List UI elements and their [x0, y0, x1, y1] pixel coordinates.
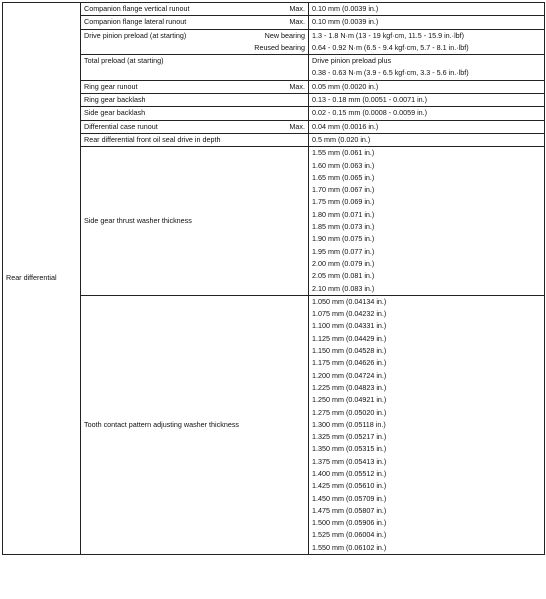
value-text: 0.13 - 0.18 mm (0.0051 - 0.0071 in.) [312, 95, 428, 105]
specification-table [2, 2, 545, 555]
value-list-item: 1.95 mm (0.077 in.) [312, 246, 375, 256]
item-label: Companion flange lateral runout [84, 17, 187, 27]
item-label: Differential case runout [84, 121, 158, 131]
value-text: 0.64 - 0.92 N·m (6.5 - 9.4 kgf·cm, 5.7 - 8.1 in.·lbf) [312, 42, 469, 52]
table-row [3, 147, 545, 296]
item-label: Companion flange vertical runout [84, 4, 190, 13]
item-label: Ring gear runout [84, 81, 138, 91]
table-row [3, 80, 545, 93]
value-list-item: 1.175 mm (0.04626 in.) [312, 358, 387, 368]
value-list-item: 1.60 mm (0.063 in.) [312, 160, 375, 170]
table-row [3, 3, 545, 16]
item-cell [81, 94, 309, 107]
value-cell [309, 107, 545, 120]
value-list-item: 1.525 mm (0.06004 in.) [312, 530, 387, 540]
value-list-item: 1.70 mm (0.067 in.) [312, 185, 375, 195]
item-label: Rear differential front oil seal drive in depth [84, 134, 221, 144]
table-row [3, 29, 545, 55]
value-cell [309, 295, 545, 554]
value-text: 0.5 mm (0.020 in.) [312, 134, 371, 144]
table-row [3, 120, 545, 133]
value-list-item: 2.00 mm (0.079 in.) [312, 258, 375, 268]
value-cell [309, 3, 545, 16]
item-cell [81, 29, 309, 55]
qualifier-label: New bearing [264, 30, 305, 40]
item-cell [81, 80, 309, 93]
item-label: Tooth contact pattern adjusting washer thickness [84, 419, 240, 429]
table-row [3, 295, 545, 554]
item-cell [81, 107, 309, 120]
value-list-item: 1.275 mm (0.05020 in.) [312, 407, 387, 417]
group-label-cell [3, 3, 81, 555]
value-list-item: 1.80 mm (0.071 in.) [312, 209, 375, 219]
value-list-item: 1.100 mm (0.04331 in.) [312, 321, 387, 331]
value-text: 0.04 mm (0.0016 in.) [312, 121, 379, 131]
value-text: 0.38 - 0.63 N·m (3.9 - 6.5 kgf·cm, 3.3 - 5.6 in.·lbf) [312, 68, 469, 78]
table-row [3, 107, 545, 120]
value-cell [309, 80, 545, 93]
value-cell [309, 94, 545, 107]
item-label: Drive pinion preload (at starting) [84, 30, 187, 40]
value-list-item: 1.450 mm (0.05709 in.) [312, 493, 387, 503]
value-list-item: 2.10 mm (0.083 in.) [312, 283, 375, 293]
value-list-item: 1.350 mm (0.05315 in.) [312, 444, 387, 454]
qualifier-label: Reused bearing [254, 42, 305, 52]
value-list-item: 1.550 mm (0.06102 in.) [312, 542, 387, 552]
value-list-item: 1.325 mm (0.05217 in.) [312, 432, 387, 442]
value-cell [309, 147, 545, 296]
qualifier-label: Max. [289, 121, 305, 131]
item-cell [81, 120, 309, 133]
value-list-item: 1.425 mm (0.05610 in.) [312, 481, 387, 491]
item-label: Total preload (at starting) [84, 56, 164, 66]
value-list-item: 1.65 mm (0.065 in.) [312, 172, 375, 182]
value-cell [309, 120, 545, 133]
value-list-item: 1.200 mm (0.04724 in.) [312, 370, 387, 380]
value-list-item: 2.05 mm (0.081 in.) [312, 271, 375, 281]
value-text: 1.3 - 1.8 N·m (13 - 19 kgf·cm, 11.5 - 15.9 in.·lbf) [312, 30, 465, 40]
item-label: Ring gear backlash [84, 95, 146, 105]
value-list-item: 1.55 mm (0.061 in.) [312, 148, 375, 158]
value-list-item: 1.475 mm (0.05807 in.) [312, 505, 387, 515]
value-text: 0.05 mm (0.0020 in.) [312, 81, 379, 91]
group-label: Rear differential [6, 273, 57, 283]
value-cell [309, 16, 545, 29]
value-cell [309, 133, 545, 146]
value-list-item: 1.90 mm (0.075 in.) [312, 234, 375, 244]
value-list-item: 1.400 mm (0.05512 in.) [312, 468, 387, 478]
value-list-item: 1.500 mm (0.05906 in.) [312, 518, 387, 528]
value-list-item: 1.250 mm (0.04921 in.) [312, 395, 387, 405]
value-list-item: 1.150 mm (0.04528 in.) [312, 346, 387, 356]
value-text: 0.10 mm (0.0039 in.) [312, 4, 379, 13]
table-row [3, 133, 545, 146]
table-row [3, 16, 545, 29]
value-cell [309, 29, 545, 55]
value-text: Drive pinion preload plus [312, 56, 392, 66]
value-list-item: 1.050 mm (0.04134 in.) [312, 296, 387, 306]
item-cell [81, 147, 309, 296]
item-cell [81, 55, 309, 81]
tooth-washer-value-list [312, 296, 541, 554]
qualifier-label: Max. [289, 17, 305, 27]
value-text: 0.02 - 0.15 mm (0.0008 - 0.0059 in.) [312, 108, 428, 118]
value-list-item: 1.075 mm (0.04232 in.) [312, 309, 387, 319]
item-label: Side gear backlash [84, 108, 146, 118]
value-list-item: 1.375 mm (0.05413 in.) [312, 456, 387, 466]
qualifier-label: Max. [289, 4, 305, 13]
value-list-item: 1.125 mm (0.04429 in.) [312, 333, 387, 343]
qualifier-label: Max. [289, 81, 305, 91]
value-text: 0.10 mm (0.0039 in.) [312, 17, 379, 27]
table-row [3, 94, 545, 107]
table-row [3, 55, 545, 81]
item-cell [81, 3, 309, 16]
value-list-item: 1.300 mm (0.05118 in.) [312, 419, 386, 429]
side-washer-value-list [312, 147, 541, 295]
item-cell [81, 133, 309, 146]
value-list-item: 1.85 mm (0.073 in.) [312, 222, 375, 232]
value-cell [309, 55, 545, 81]
value-list-item: 1.75 mm (0.069 in.) [312, 197, 375, 207]
item-label: Side gear thrust washer thickness [84, 215, 192, 225]
item-cell [81, 16, 309, 29]
item-cell [81, 295, 309, 554]
value-list-item: 1.225 mm (0.04823 in.) [312, 382, 387, 392]
